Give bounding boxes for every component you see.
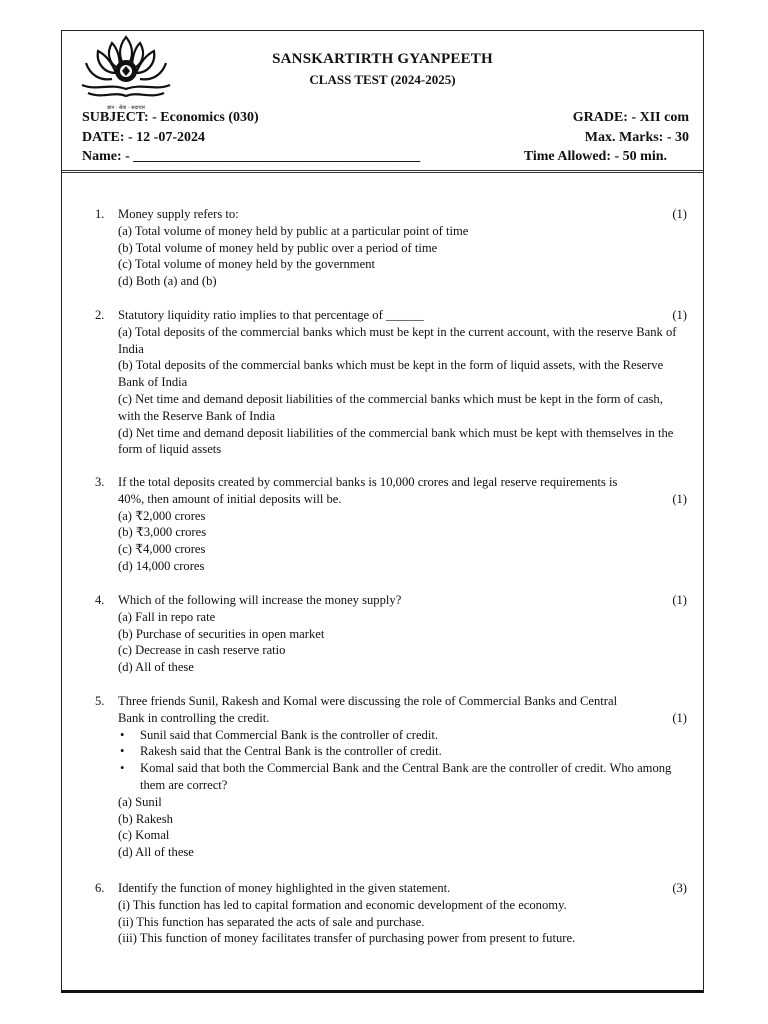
- statement-iii: (iii) This function of money facilitates transfer of purchasing power from present to future.: [118, 931, 576, 946]
- date-label: DATE: - 12 -07-2024: [82, 130, 206, 145]
- bullet-icon: •: [120, 744, 125, 759]
- question-marks: (1): [672, 711, 687, 725]
- question-stem: Identify the function of money highlighted in the given statement.: [118, 881, 451, 895]
- question-number: 6.: [95, 881, 105, 895]
- question-marks: (3): [672, 881, 687, 895]
- question-5: [95, 693, 687, 861]
- question-number: 3.: [95, 475, 105, 489]
- question-stem-line-2: 40%, then amount of initial deposits will be.: [118, 491, 342, 506]
- question-6: [95, 880, 687, 947]
- option-a: (a) Total deposits of the commercial banks which must be kept in the current account, with the reserve Bank of India: [118, 324, 677, 356]
- question-marks: (1): [672, 593, 687, 607]
- question-2: [95, 307, 687, 458]
- option-c: (c) ₹4,000 crores: [118, 542, 206, 557]
- option-c: (c) Komal: [118, 828, 170, 843]
- test-title: CLASS TEST (2024-2025): [309, 72, 456, 87]
- option-c: (c) Total volume of money held by the government: [118, 257, 375, 272]
- question-4: [95, 592, 687, 676]
- option-d: (d) All of these: [118, 845, 194, 860]
- question-1: [95, 206, 687, 290]
- grade-label: GRADE: - XII com: [572, 110, 689, 125]
- question-marks: (1): [672, 207, 687, 221]
- question-stem-line-1: If the total deposits created by commercial banks is 10,000 crores and legal reserve requirements is: [118, 475, 618, 489]
- question-3: [95, 474, 687, 575]
- bullet-text: Sunil said that Commercial Bank is the controller of credit.: [140, 727, 438, 742]
- option-b: (b) Total deposits of the commercial banks which must be kept in the form of liquid assets, with the Reserve Bank of India: [118, 358, 664, 390]
- question-marks: (1): [672, 492, 687, 506]
- option-a: (a) Fall in repo rate: [118, 609, 216, 624]
- option-c: (c) Net time and demand deposit liabilities of the commercial banks which must be kept in the form of cash, with the Reserve Bank of India: [118, 391, 663, 423]
- question-stem: Which of the following will increase the money supply?: [118, 593, 402, 607]
- logo-motto: ज्ञान · सेवा · सदाचार: [106, 105, 146, 111]
- option-b: (b) Total volume of money held by public over a period of time: [118, 240, 438, 255]
- question-stem-line-2: Bank in controlling the credit.: [118, 710, 270, 725]
- question-number: 2.: [95, 308, 105, 322]
- page-frame: [61, 30, 704, 993]
- bullet-item: [118, 743, 687, 760]
- time-allowed-label: Time Allowed: - 50 min.: [523, 149, 667, 164]
- bullet-icon: •: [120, 761, 125, 776]
- bullet-text: Rakesh said that the Central Bank is the controller of credit.: [140, 744, 442, 759]
- option-a: (a) Total volume of money held by public at a particular point of time: [118, 223, 469, 238]
- subject-label: SUBJECT: - Economics (030): [82, 110, 259, 125]
- option-b: (b) Rakesh: [118, 811, 173, 826]
- option-b: (b) ₹3,000 crores: [118, 525, 207, 540]
- option-d: (d) 14,000 crores: [118, 558, 205, 573]
- question-marks: (1): [672, 308, 687, 322]
- bullet-text: Komal said that both the Commercial Bank and the Central Bank are the controller of credit. Who among them are correct?: [140, 761, 672, 792]
- bullet-icon: •: [120, 727, 125, 742]
- page-header: [62, 31, 703, 173]
- question-stem: Money supply refers to:: [118, 207, 239, 221]
- max-marks-label: Max. Marks: - 30: [584, 130, 689, 145]
- option-c: (c) Decrease in cash reserve ratio: [118, 643, 286, 658]
- statement-i: (i) This function has led to capital formation and economic development of the economy.: [118, 897, 567, 912]
- bullet-item: [118, 760, 687, 794]
- bullet-item: [118, 727, 687, 744]
- question-stem: Statutory liquidity ratio implies to that percentage of ______: [118, 308, 424, 322]
- option-a: (a) ₹2,000 crores: [118, 508, 206, 523]
- school-name: SANSKARTIRTH GYANPEETH: [272, 51, 493, 67]
- option-d: (d) All of these: [118, 660, 194, 675]
- option-d: (d) Net time and demand deposit liabilities of the commercial bank which must be kept with themselves in the form of liquid assets: [118, 425, 674, 457]
- question-stem-line-1: Three friends Sunil, Rakesh and Komal were discussing the role of Commercial Banks and Central: [118, 694, 618, 708]
- statement-ii: (ii) This function has separated the acts of sale and purchase.: [118, 914, 425, 929]
- option-b: (b) Purchase of securities in open market: [118, 626, 325, 641]
- option-a: (a) Sunil: [118, 794, 162, 809]
- question-number: 5.: [95, 694, 105, 708]
- question-number: 4.: [95, 593, 105, 607]
- student-name-field: Name: - _________________________________________: [82, 149, 421, 164]
- question-number: 1.: [95, 207, 105, 221]
- option-d: (d) Both (a) and (b): [118, 274, 217, 289]
